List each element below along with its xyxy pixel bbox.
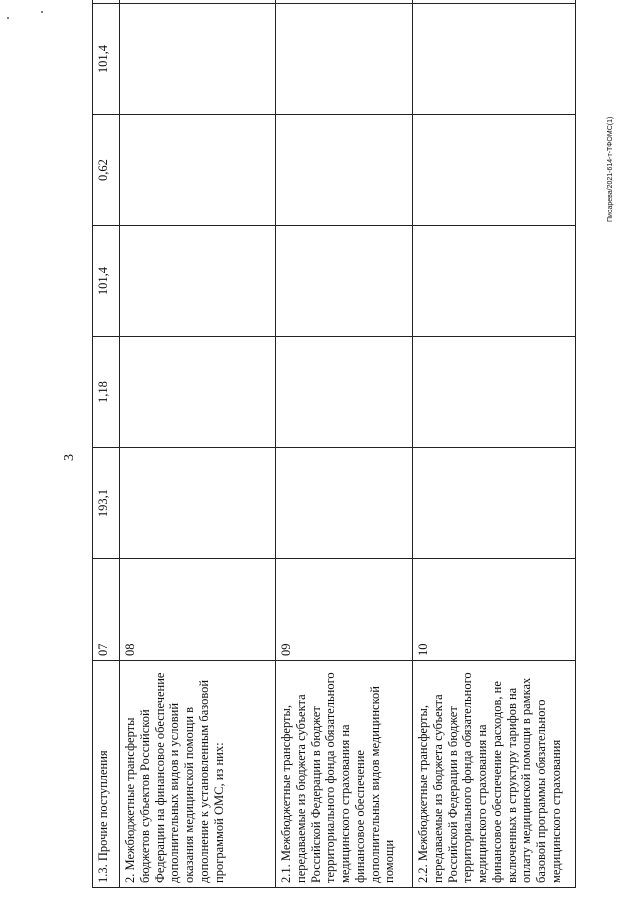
value-cell — [413, 4, 576, 115]
value-cell — [413, 0, 576, 4]
value-cell — [413, 337, 576, 448]
value-cell — [276, 0, 413, 4]
value-cell — [276, 337, 413, 448]
document-footer-code: Писарева/2021-614-т-ТФОМС(1) — [607, 116, 614, 222]
value-cell: 1,18 — [93, 337, 120, 448]
value-cell — [120, 226, 276, 337]
table-row — [413, 0, 576, 888]
row-name-cell: 2.2. Межбюджетные трансферты, передаваемые из бюджета субъекта Российской Федерации в бюджет территориального фонда обязательного медицинского страхования на финансовое обеспечение расходов, не включенных в структуру тарифов на оплату медицинской помощи в рамках базовой программы обязательного медицинского страхования — [413, 661, 576, 888]
value-cell: 101,4 — [93, 4, 120, 115]
value-cell — [120, 448, 276, 559]
table-row — [276, 0, 413, 888]
value-cell — [120, 4, 276, 115]
value-cell: 0,62 — [93, 115, 120, 226]
finance-table — [92, 0, 576, 888]
value-cell — [276, 115, 413, 226]
value-cell — [276, 4, 413, 115]
table-row — [93, 0, 120, 888]
value-cell — [120, 0, 276, 4]
table-row — [120, 0, 276, 888]
value-cell — [276, 448, 413, 559]
row-code-cell: 07 — [93, 559, 120, 661]
value-cell — [120, 337, 276, 448]
scan-speck — [7, 17, 9, 19]
row-code-cell: 10 — [413, 559, 576, 661]
value-cell — [413, 115, 576, 226]
row-code-cell: 09 — [276, 559, 413, 661]
value-cell — [120, 115, 276, 226]
scan-speck — [41, 11, 43, 13]
row-name-cell: 1.3. Прочие поступления — [93, 661, 120, 888]
row-name-cell: 2.1. Межбюджетные трансферты, передаваемые из бюджета субъекта Российской Федерации в бюджет территориального фонда обязательного медицинского страхования на финансовое обеспечение дополнительных видов медицинской помощи — [276, 661, 413, 888]
value-cell — [413, 226, 576, 337]
page-number: 3 — [62, 454, 77, 461]
value-cell — [276, 226, 413, 337]
rotated-table-container — [92, 44, 575, 888]
value-cell: 101,4 — [93, 226, 120, 337]
value-cell — [93, 0, 120, 4]
row-code-cell: 08 — [120, 559, 276, 661]
value-cell — [413, 448, 576, 559]
value-cell: 193,1 — [93, 448, 120, 559]
row-name-cell: 2. Межбюджетные трансферты бюджетов субъектов Российской Федерации на финансовое обеспечение дополнительных видов и условий оказания медицинской помощи в дополнение к установленным базовой программой ОМС, из них: — [120, 661, 276, 888]
